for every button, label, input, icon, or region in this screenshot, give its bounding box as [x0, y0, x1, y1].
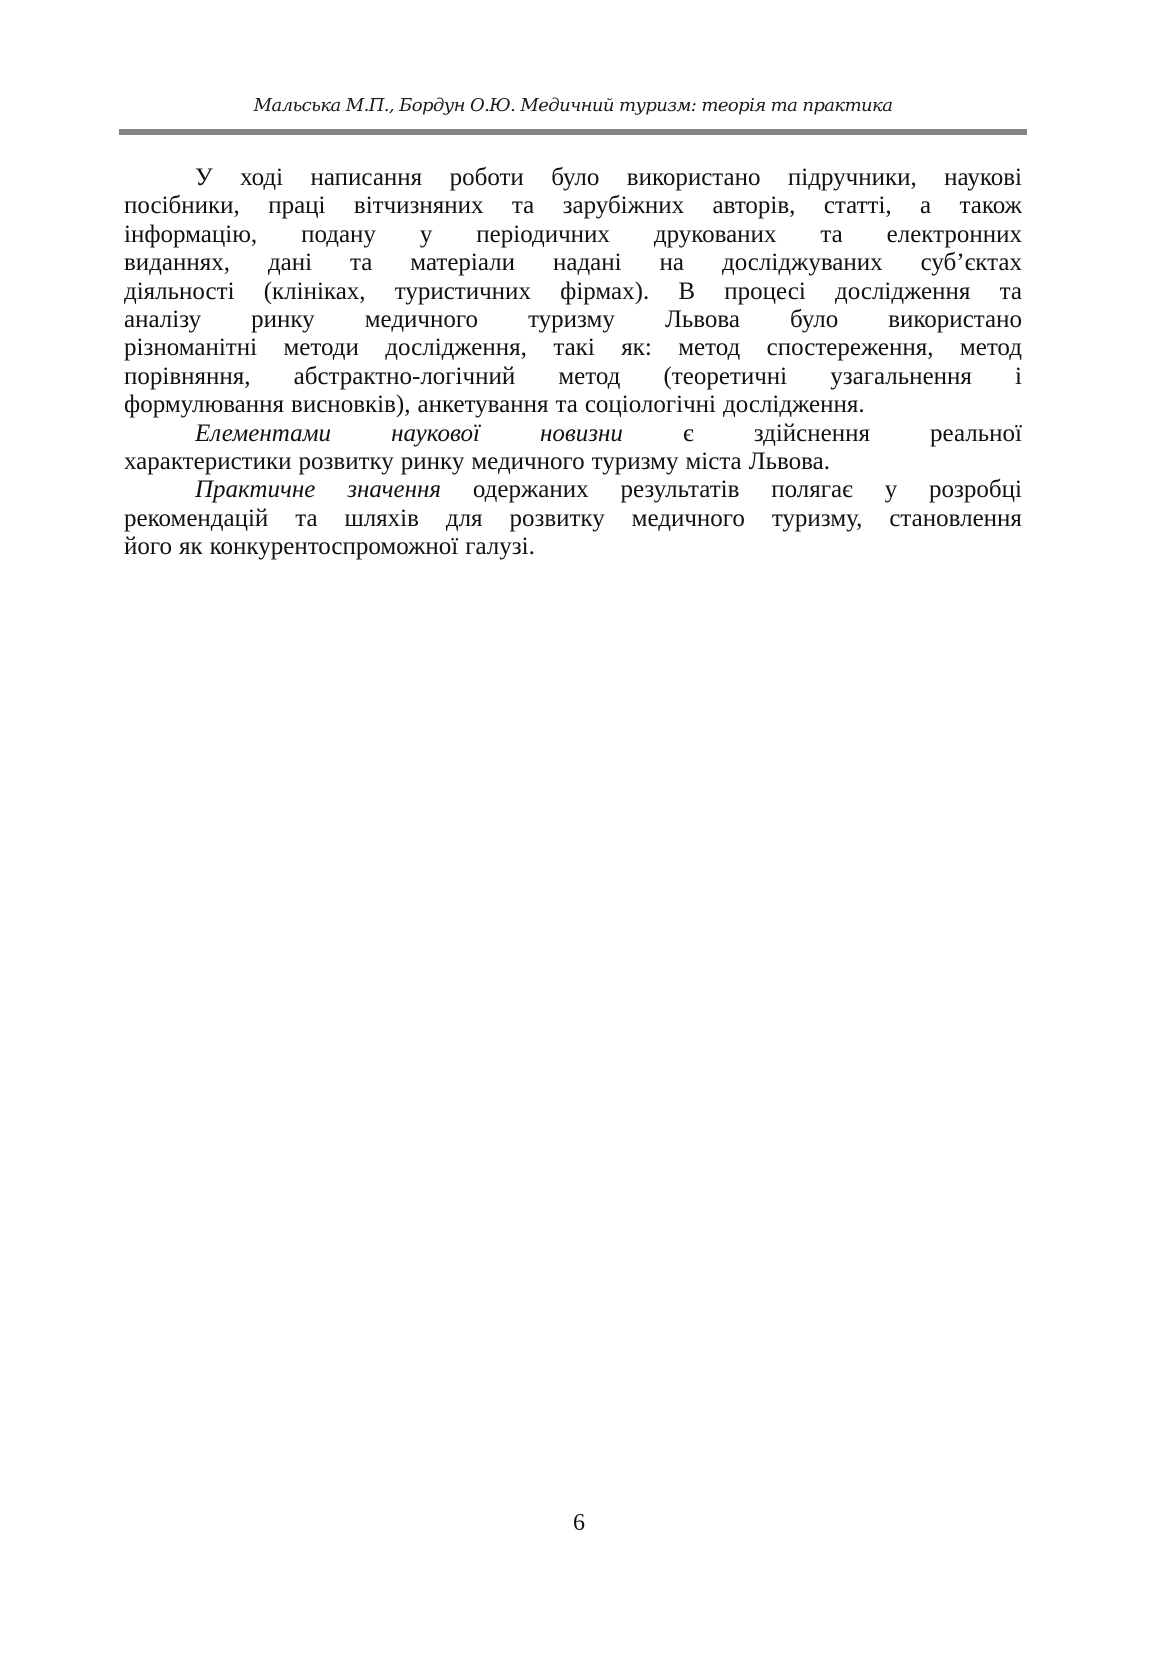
word: суб’єктах	[920, 249, 1022, 277]
word: метод	[558, 362, 621, 390]
word: написання	[310, 164, 423, 191]
word: та	[555, 391, 578, 419]
word: характеристики	[124, 447, 292, 475]
word: розвитку	[509, 504, 605, 532]
word: аналізу	[124, 305, 202, 333]
text-line	[124, 306, 1022, 334]
word: туризму	[528, 305, 615, 333]
text-line	[124, 164, 1022, 192]
word: становлення	[889, 504, 1022, 532]
word: та	[350, 249, 373, 277]
word: роботи	[449, 164, 524, 191]
word: метод	[678, 334, 741, 362]
word: медичного	[471, 447, 585, 475]
word: узагальнення	[830, 362, 972, 390]
word: результатів	[620, 476, 740, 504]
word: та	[999, 277, 1022, 305]
word: та	[295, 504, 318, 532]
word: було	[790, 305, 839, 333]
word: значення	[347, 476, 442, 504]
word: такі	[553, 334, 595, 362]
word: зарубіжних	[562, 192, 685, 220]
word: також	[959, 192, 1022, 220]
word: праці	[268, 192, 326, 220]
text-line	[124, 278, 1022, 306]
word: рекомендацій	[124, 504, 269, 532]
word: здійснення	[753, 419, 871, 447]
word: виданнях,	[124, 249, 231, 277]
word: новизни	[540, 419, 623, 447]
word: використано	[888, 305, 1022, 333]
word: наукової	[391, 419, 480, 447]
word: діяльності	[124, 277, 235, 305]
word: В	[678, 277, 696, 305]
word: полягає	[771, 476, 853, 504]
word: і	[1015, 362, 1022, 390]
word: розробці	[929, 476, 1022, 504]
text-line	[124, 533, 1022, 561]
word: туризму	[591, 447, 679, 475]
word: міста	[685, 447, 742, 475]
text-line	[124, 192, 1022, 220]
word: авторів,	[712, 192, 796, 220]
word: соціологічні	[584, 391, 716, 419]
word: матеріали	[410, 249, 516, 277]
paragraph-practical-value	[124, 476, 1022, 561]
word: використано	[626, 164, 761, 191]
text-line	[124, 391, 1022, 419]
word: абстрактно-логічний	[293, 362, 516, 390]
word: для	[445, 504, 483, 532]
word: посібники,	[124, 192, 240, 220]
header-rule	[119, 129, 1027, 135]
text-line	[124, 249, 1022, 277]
word: порівняння,	[124, 362, 251, 390]
word: реальної	[930, 419, 1022, 447]
word: формулювання	[124, 391, 285, 419]
word: ринку	[400, 447, 465, 475]
word: досліджуваних	[721, 249, 883, 277]
word: було	[551, 164, 600, 191]
word: електронних	[886, 220, 1022, 248]
word: методи	[283, 334, 359, 362]
text-line	[124, 448, 1022, 476]
word: подану	[301, 220, 376, 248]
word: Елементами	[195, 419, 332, 447]
word: періодичних	[476, 220, 610, 248]
word: ході	[240, 164, 284, 191]
word: на	[659, 249, 685, 277]
text-line	[124, 476, 1022, 504]
word: конкурентоспроможної	[209, 533, 459, 561]
word: медичного	[364, 305, 479, 333]
word: друкованих	[653, 220, 777, 248]
text-line	[124, 221, 1022, 249]
word: у	[419, 220, 433, 248]
text-line	[124, 505, 1022, 533]
word: статті,	[823, 192, 892, 220]
word: у	[884, 476, 898, 504]
word: як:	[621, 334, 652, 362]
word: галузі.	[465, 533, 535, 561]
word: є	[682, 419, 694, 447]
word: спостереження,	[766, 334, 934, 362]
word: туристичних	[394, 277, 531, 305]
word: та	[820, 220, 843, 248]
word: розвитку	[298, 447, 394, 475]
word: процесі	[724, 277, 806, 305]
word: дані	[267, 249, 313, 277]
word: підручники,	[787, 164, 917, 191]
word: надані	[552, 249, 622, 277]
text-line	[124, 334, 1022, 362]
running-header: Мальська М.П., Бордун О.Ю. Медичний туризм: теорія та практика	[253, 95, 893, 116]
word: а	[920, 192, 932, 220]
word: У	[195, 164, 213, 191]
paragraph-methods	[124, 164, 1022, 420]
body-text	[124, 164, 1022, 561]
word: різноманітні	[124, 334, 258, 362]
paragraph-novelty	[124, 420, 1022, 477]
word: дослідження.	[723, 391, 865, 419]
word: інформацію,	[124, 220, 258, 248]
word: метод	[959, 334, 1022, 362]
page-number: 6	[573, 1510, 585, 1536]
text-line	[124, 420, 1022, 448]
word: та	[511, 192, 535, 220]
word: дослідження,	[385, 334, 527, 362]
word: Львова.	[748, 447, 830, 475]
word: Львова	[664, 305, 740, 333]
word: шляхів	[344, 504, 419, 532]
word: як	[179, 533, 203, 561]
word: анкетування	[417, 391, 549, 419]
word: фірмах).	[560, 277, 650, 305]
word: його	[124, 533, 173, 561]
word: вітчизняних	[353, 192, 484, 220]
word: туризму,	[771, 504, 863, 532]
word: Практичне	[195, 476, 316, 504]
text-line	[124, 363, 1022, 391]
word: ринку	[251, 305, 315, 333]
word: медичного	[631, 504, 745, 532]
word: (клініках,	[263, 277, 366, 305]
word: (теоретичні	[663, 362, 788, 390]
word: дослідження	[835, 277, 971, 305]
word: висновків),	[291, 391, 411, 419]
word: одержаних	[472, 476, 589, 504]
word: наукові	[944, 164, 1022, 191]
